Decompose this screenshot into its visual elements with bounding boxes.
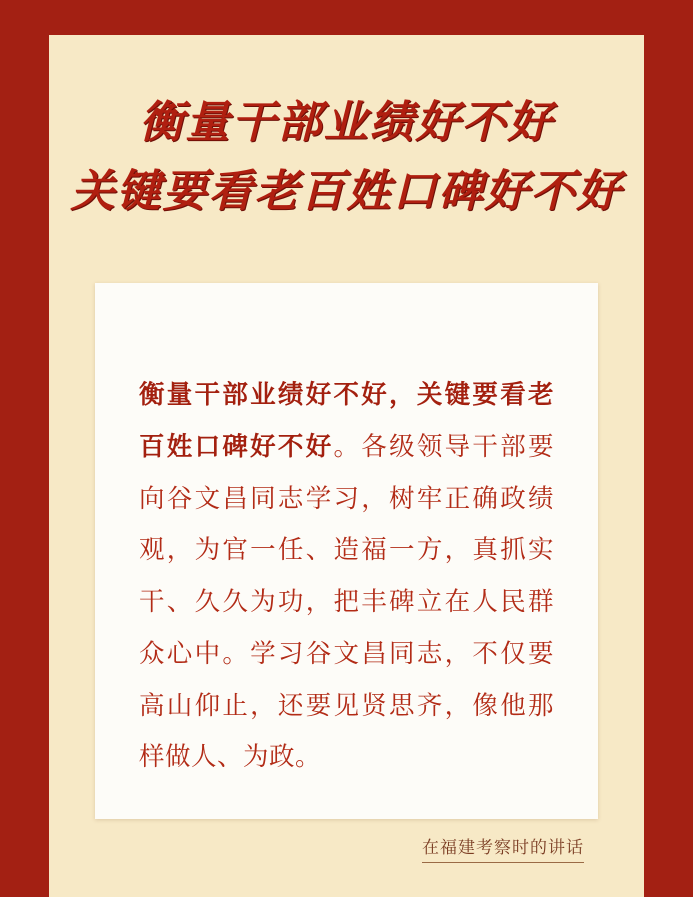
poster-inner-panel xyxy=(49,35,644,897)
poster-headline xyxy=(49,93,644,222)
headline-line-1: 衡量干部业绩好不好 xyxy=(139,98,554,147)
quote-emphasis: 衡量干部业绩好不好，关键要看老百姓口碑好不好 xyxy=(139,380,554,461)
quote-body: 。各级领导干部要向谷文昌同志学习，树牢正确政绩观，为官一任、造福一方，真抓实干、久久为功，把丰碑立在人民群众心中。学习谷文昌同志，不仅要高山仰止，还要见贤思齐，像他那样做人、为政。 xyxy=(139,431,554,772)
headline-line-2: 关键要看老百姓口碑好不好 xyxy=(70,166,623,216)
quote-source: 在福建考察时的讲话 xyxy=(422,833,584,863)
quote-card xyxy=(95,283,598,819)
quote-paragraph xyxy=(139,369,554,783)
